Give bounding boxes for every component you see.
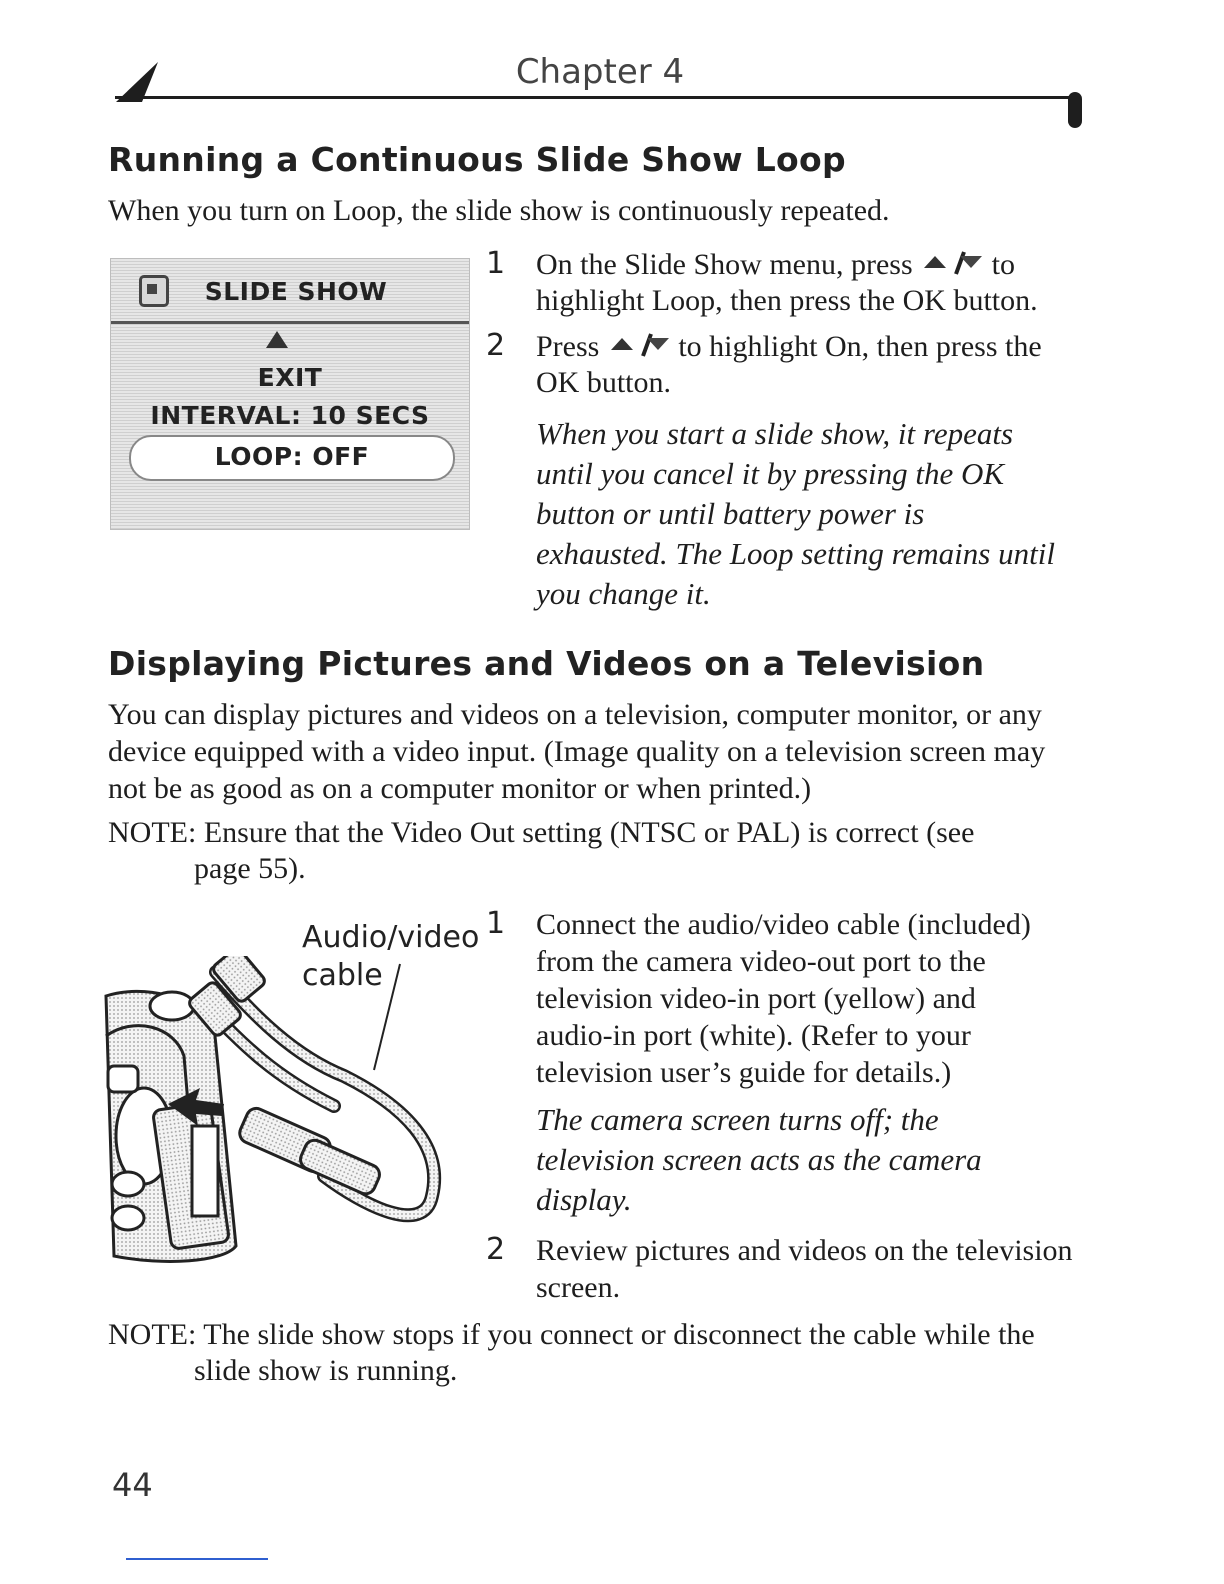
up-down-arrows-icon (607, 332, 671, 358)
step-number: 2 (486, 1232, 506, 1267)
loop-intro: When you turn on Loop, the slide show is continuously repeated. (108, 194, 890, 227)
section-heading-loop: Running a Continuous Slide Show Loop (108, 140, 846, 179)
slide-show-menu-screen (110, 258, 470, 530)
note-line: button or until battery power is (536, 496, 925, 531)
step-line: audio-in port (white). (Refer to your (536, 1019, 971, 1052)
step-text-end: to (991, 248, 1015, 281)
up-down-arrows-icon (920, 250, 984, 276)
header-rule (115, 96, 1075, 99)
step-line: television video-in port (yellow) and (536, 982, 976, 1015)
header-rule-end (1068, 92, 1082, 128)
camera-av-cable-illustration (104, 956, 450, 1268)
figure-label-audio-video: Audio/video (302, 920, 480, 955)
section-heading-television: Displaying Pictures and Videos on a Television (108, 644, 985, 683)
note-line: display. (536, 1182, 632, 1217)
note-label: NOTE: (108, 1318, 197, 1351)
slideshow-icon (139, 275, 169, 307)
note-video-out (108, 814, 974, 851)
step-line: Connect the audio/video cable (included) (536, 908, 1031, 941)
note-text: The slide show stops if you connect or disconnect the cable while the (203, 1318, 1035, 1351)
step-text: Press (536, 330, 600, 363)
review-step (536, 1232, 1073, 1306)
intro-line: not be as good as on a computer monitor or when printed.) (108, 772, 812, 805)
scroll-up-arrow-icon (266, 331, 288, 348)
loop-note (536, 414, 1055, 614)
note-line: television screen acts as the camera (536, 1142, 982, 1177)
note-text: Ensure that the Video Out setting (NTSC or PAL) is correct (see (203, 816, 975, 849)
menu-item-loop-selected[interactable]: LOOP: OFF (129, 435, 455, 481)
step-text: On the Slide Show menu, press (536, 248, 913, 281)
step-line: screen. (536, 1271, 621, 1304)
menu-header (111, 259, 469, 324)
note-line: you change it. (536, 576, 711, 611)
step-text-end: to highlight On, then press the (678, 330, 1042, 363)
footer-underline (126, 1558, 268, 1560)
note-video-out-page-ref: page 55). (194, 852, 306, 885)
step-number: 1 (486, 906, 506, 941)
menu-title: SLIDE SHOW (204, 277, 388, 306)
step-number: 1 (486, 246, 506, 281)
step-line: Review pictures and videos on the television (536, 1234, 1073, 1267)
step-line: from the camera video-out port to the (536, 945, 986, 978)
step-1-line-2: highlight Loop, then press the OK button. (536, 284, 1038, 317)
page-number: 44 (112, 1466, 153, 1504)
note-line: exhausted. The Loop setting remains until (536, 536, 1055, 571)
note-line: When you start a slide show, it repeats (536, 416, 1014, 451)
note-line: The camera screen turns off; the (536, 1102, 939, 1137)
intro-line: device equipped with a video input. (Image quality on a television screen may (108, 735, 1046, 768)
step-2-line-1 (536, 328, 1042, 365)
note-label: NOTE: (108, 816, 197, 849)
step-1-line-1 (536, 246, 1015, 283)
menu-item-exit[interactable]: EXIT (257, 363, 323, 392)
figure-label-cable: cable (302, 958, 383, 993)
camera-screen-note (536, 1100, 982, 1220)
menu-item-interval[interactable]: INTERVAL: 10 SECS (150, 401, 430, 430)
connect-cable-step (536, 906, 1031, 1091)
intro-line: You can display pictures and videos on a television, computer monitor, or any (108, 698, 1042, 731)
note-slide-show-stops (108, 1316, 1035, 1353)
step-2-line-2: OK button. (536, 366, 671, 399)
chapter-title: Chapter 4 (515, 52, 685, 92)
step-number: 2 (486, 328, 506, 363)
note-line: until you cancel it by pressing the OK (536, 456, 1005, 491)
step-line: television user’s guide for details.) (536, 1056, 952, 1089)
television-intro (108, 696, 1045, 807)
note-slide-show-stops-cont: slide show is running. (194, 1354, 458, 1387)
